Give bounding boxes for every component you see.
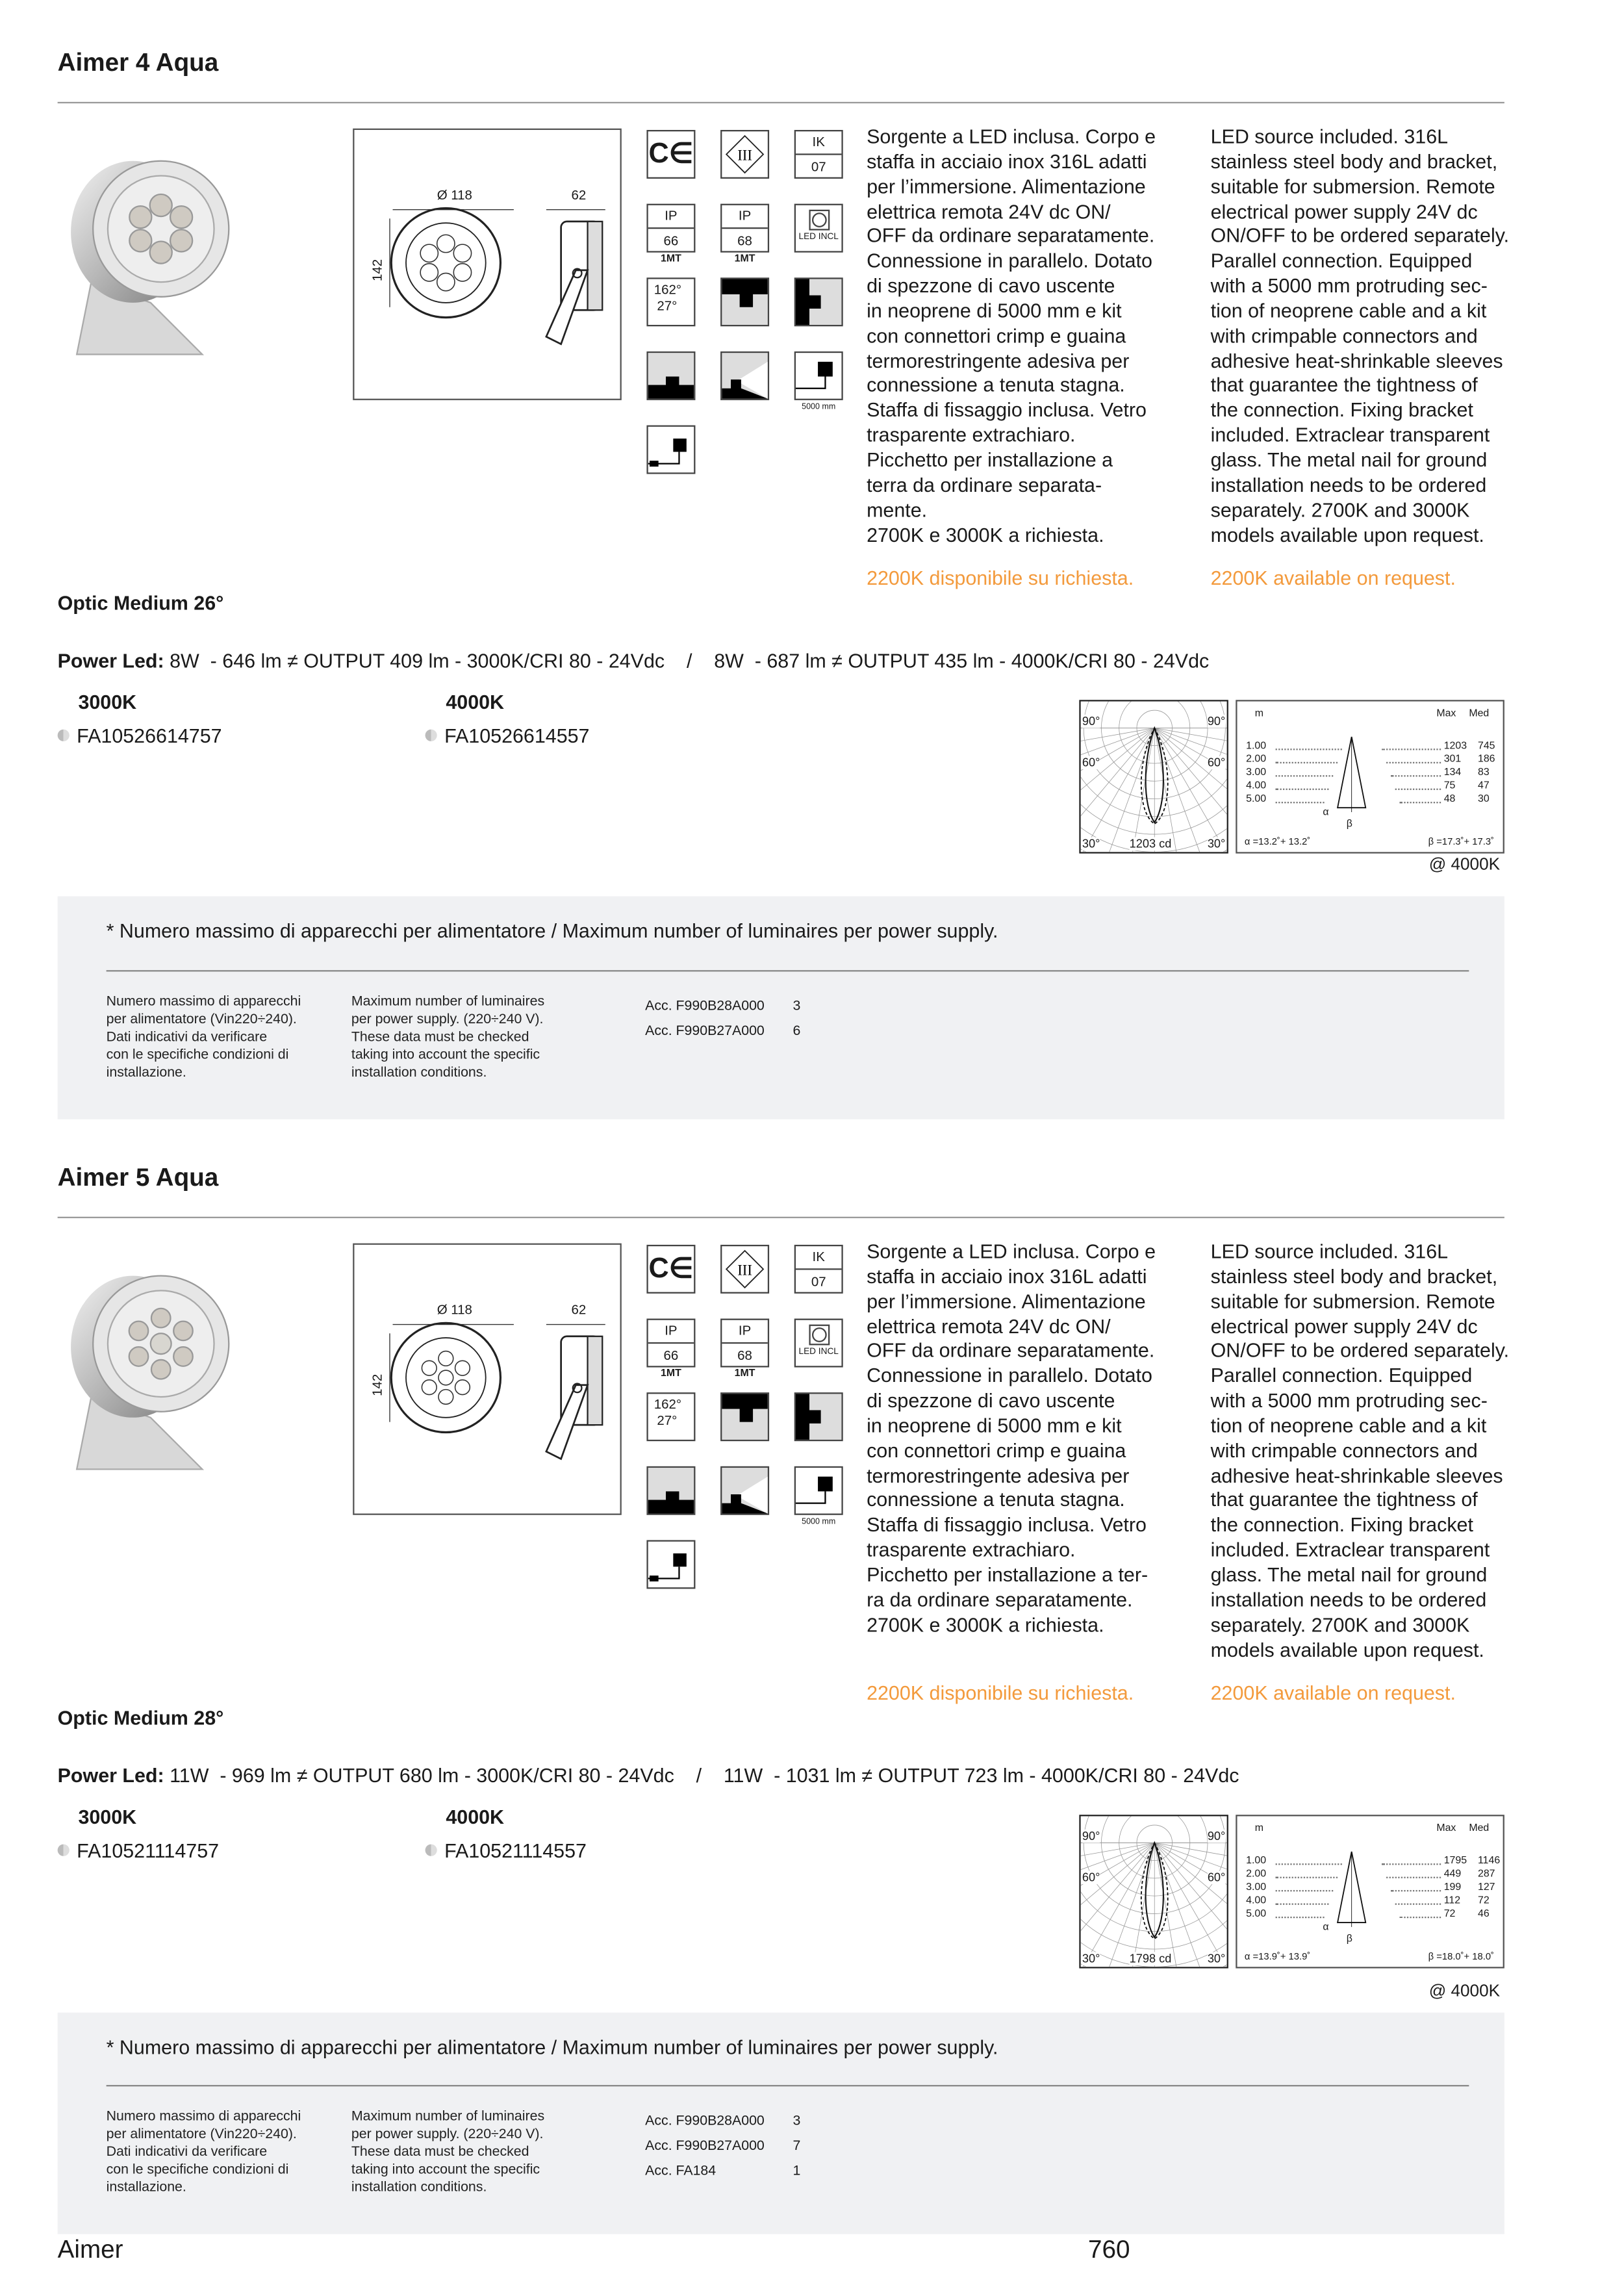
ik-rating-icon [794, 1245, 843, 1294]
angle-label: 60° [1207, 1871, 1226, 1884]
peak-intensity: 1798 cd [1129, 1952, 1172, 1965]
accessory-qty: 6 [793, 1021, 801, 1038]
ik-label: IK [796, 131, 841, 155]
floor-mount-icon [646, 1466, 695, 1515]
beta-symbol: β [1346, 819, 1352, 830]
ip-label: IP [722, 205, 767, 229]
class-iii-icon [720, 130, 769, 179]
ceiling-mount-icon [720, 1392, 769, 1441]
accessory-code: Acc. F990B28A000 [645, 2111, 765, 2128]
page-number: 760 [1087, 2235, 1130, 2264]
accessory-code: Acc. F990B27A000 [645, 1021, 765, 1038]
max-lux: 1795 [1443, 1856, 1467, 1867]
max-lux: 112 [1443, 1896, 1461, 1907]
beta-angle: β =17.3˚+ 17.3˚ [1428, 837, 1494, 848]
max-lux: 301 [1443, 754, 1462, 765]
finish-icon [425, 730, 437, 741]
product-photo [62, 140, 253, 369]
distance: 3.00 [1246, 1882, 1267, 1893]
tilt-angle-icon: 162° 27° [646, 277, 695, 326]
dim-height: 142 [370, 259, 385, 281]
accessory-qty: 1 [793, 2162, 801, 2178]
ik-value: 07 [811, 1274, 826, 1290]
med-lux: 46 [1477, 1909, 1490, 1920]
technical-drawing [353, 129, 622, 400]
ip-depth: 1MT [734, 1368, 755, 1379]
availability-english: 2200K available on request. [1210, 1681, 1456, 1704]
ip68-icon [720, 204, 769, 253]
product-section [0, 1115, 1624, 2230]
dim-diameter: Ø 118 [437, 1302, 472, 1318]
alpha-symbol: α [1323, 1923, 1329, 1933]
distance: 5.00 [1246, 794, 1267, 805]
angle-label: 90° [1207, 714, 1226, 728]
beta-angle: β =18.0˚+ 18.0˚ [1428, 1952, 1494, 1963]
distance: 1.00 [1246, 1856, 1267, 1867]
ik-value: 07 [811, 159, 826, 175]
product-title: Aimer 5 Aqua [57, 1163, 219, 1192]
cable-icon [794, 1466, 843, 1515]
ip-label: IP [648, 1320, 694, 1344]
floor-mount-icon [646, 351, 695, 400]
description-italian: Sorgente a LED inclusa. Corpo e staffa in acciaio inox 316L adatti per l’immersione. Alimentazione elettrica remota 24V dc ON/ OFF da ordinare separatamente. Connessione in parallelo. Dotato di spezzone di cavo uscente in neoprene di 5000 mm e kit con connettori crimp e guaina termorestringente adesiva per connessione a tenuta stagna. Staffa di fissaggio inclusa. Vetro trasparente extrachiaro. Picchetto per installazione a terra da ordinare separata- mente. 2700K e 3000K a richiesta. [867, 125, 1156, 546]
ik-rating-icon [794, 130, 843, 179]
power-led-values: 11W - 969 lm ≠ OUTPUT 680 lm - 3000K/CRI 80 - 24Vdc / 11W - 1031 lm ≠ OUTPUT 723 lm - 4000K/CRI 80 - 24Vdc [164, 1764, 1239, 1787]
power-led-label: Power Led: [57, 649, 164, 672]
angle-label: 30° [1082, 837, 1100, 851]
divider [58, 1217, 1504, 1218]
variant-cct: 3000K [78, 1806, 137, 1828]
ip-value: 66 [663, 1348, 679, 1363]
max-lux: 134 [1443, 767, 1462, 778]
footer-brand: Aimer [57, 2235, 123, 2264]
ip-depth: 1MT [661, 253, 681, 264]
class-iii-icon [720, 1245, 769, 1294]
dim-depth: 62 [571, 187, 587, 203]
ce-mark-icon: C∈ [646, 130, 695, 179]
polar-diagram [1079, 700, 1228, 853]
accessory-code: Acc. F990B27A000 [645, 2136, 765, 2153]
dim-height: 142 [370, 1373, 385, 1396]
med-lux: 1146 [1477, 1856, 1501, 1867]
dim-depth: 62 [571, 1302, 587, 1318]
column-header: Med [1469, 1823, 1490, 1834]
distance: 5.00 [1246, 1909, 1267, 1920]
angle-label: 90° [1207, 1829, 1226, 1843]
product-photo [62, 1255, 253, 1484]
ip-label: IP [722, 1320, 767, 1344]
variant-code[interactable]: FA10526614557 [425, 725, 590, 747]
tilt-angle-icon: 162° 27° [646, 1392, 695, 1441]
ip68-icon [720, 1319, 769, 1368]
column-header: Max [1436, 1823, 1456, 1834]
remote-driver-icon [646, 1540, 695, 1589]
column-header: m [1254, 708, 1264, 719]
max-lux: 199 [1443, 1882, 1462, 1893]
peak-intensity: 1203 cd [1129, 837, 1172, 851]
description-english: LED source included. 316L stainless steel body and bracket, suitable for submersion. Remote electrical power supply 24V dc ON/OFF to be ordered separately. Parallel connection. Equipped with a 5000 mm protruding sec- tion of neoprene cable and a kit with crimpable connectors and adhesive heat-shrinkable sleeves that guarantee the tightness of the connection. Fixing bracket included. Extraclear transparent glass. The metal nail for ground installation needs to be ordered separately. 2700K and 3000K models available upon request. [1210, 1240, 1510, 1661]
angle-label: 30° [1207, 1952, 1226, 1965]
illuminance-table [1236, 700, 1504, 853]
finish-icon [425, 1845, 437, 1856]
med-lux: 186 [1477, 754, 1495, 765]
wall-mount-icon [794, 1392, 843, 1441]
panel-divider [107, 970, 1469, 971]
ip-depth: 1MT [661, 1368, 681, 1379]
distance: 1.00 [1246, 741, 1267, 752]
panel-text-english: Maximum number of luminaires per power supply. (220÷240 V). These data must be checked taking into account the specific installation conditions. [351, 992, 545, 1080]
product-title: Aimer 4 Aqua [57, 48, 219, 77]
angle-label: 60° [1082, 756, 1100, 770]
ip66-icon [646, 204, 695, 253]
availability-italian: 2200K disponibile su richiesta. [867, 567, 1134, 589]
angle-label: 60° [1207, 756, 1226, 770]
panel-note: * Numero massimo di apparecchi per alimentatore / Maximum number of luminaires per power supply. [106, 2036, 998, 2059]
angle-label: 30° [1207, 837, 1226, 851]
ceiling-mount-icon [720, 277, 769, 326]
polar-grid [1081, 1816, 1228, 1968]
med-lux: 287 [1477, 1869, 1495, 1880]
med-lux: 72 [1477, 1896, 1490, 1907]
ip-value: 68 [737, 1348, 752, 1363]
ground-spike-icon [720, 351, 769, 400]
alpha-angle: α =13.2˚+ 13.2˚ [1244, 837, 1311, 848]
distance: 4.00 [1246, 1896, 1267, 1907]
description-english: LED source included. 316L stainless steel body and bracket, suitable for submersion. Remote electrical power supply 24V dc ON/OFF to be ordered separately. Parallel connection. Equipped with a 5000 mm protruding sec- tion of neoprene cable and a kit with crimpable connectors and adhesive heat-shrinkable sleeves that guarantee the tightness of the connection. Fixing bracket included. Extraclear transparent glass. The metal nail for ground installation needs to be ordered separately. 2700K and 3000K models available upon request. [1210, 125, 1510, 546]
dim-diameter: Ø 118 [437, 187, 472, 203]
led-included-icon: LED INCL [794, 1319, 843, 1368]
availability-italian: 2200K disponibile su richiesta. [867, 1681, 1134, 1704]
panel-divider [107, 2085, 1469, 2086]
distance: 3.00 [1246, 767, 1267, 778]
illuminance-table [1236, 1815, 1504, 1968]
wall-mount-icon [794, 277, 843, 326]
cable-length: 5000 mm [802, 1518, 836, 1527]
variant-cct: 3000K [78, 691, 137, 713]
med-lux: 127 [1477, 1882, 1495, 1893]
accessory-code: Acc. FA184 [645, 2162, 717, 2178]
med-lux: 83 [1477, 767, 1490, 778]
variant-code[interactable]: FA10526614757 [58, 725, 222, 747]
max-lux: 72 [1443, 1909, 1456, 1920]
ip-depth: 1MT [734, 253, 755, 264]
power-led-label: Power Led: [57, 1764, 164, 1787]
angle-label: 90° [1082, 1829, 1100, 1843]
alpha-symbol: α [1323, 808, 1329, 819]
med-lux: 30 [1477, 794, 1490, 805]
panel-note: * Numero massimo di apparecchi per alimentatore / Maximum number of luminaires per power supply. [106, 919, 998, 942]
remote-driver-icon [646, 426, 695, 474]
angle-label: 30° [1082, 1952, 1100, 1965]
power-led-values: 8W - 646 lm ≠ OUTPUT 409 lm - 3000K/CRI 80 - 24Vdc / 8W - 687 lm ≠ OUTPUT 435 lm - 4000K/CRI 80 - 24Vdc [164, 649, 1210, 672]
column-header: Max [1436, 708, 1456, 719]
accessory-qty: 3 [793, 997, 801, 1014]
polar-grid [1081, 702, 1228, 854]
panel-text-italian: Numero massimo di apparecchi per alimentatore (Vin220÷240). Dati indicativi da verificare con le specifiche condizioni di installazione. [106, 992, 301, 1080]
accessory-code: Acc. F990B28A000 [645, 997, 765, 1014]
ip-value: 66 [663, 233, 679, 248]
med-lux: 745 [1477, 741, 1495, 752]
max-lux: 1203 [1443, 741, 1467, 752]
beam-cone [1326, 734, 1378, 823]
beta-symbol: β [1346, 1934, 1352, 1945]
variant-cct: 4000K [446, 1806, 505, 1828]
distance: 2.00 [1246, 1869, 1267, 1880]
accessory-qty: 7 [793, 2136, 801, 2153]
availability-english: 2200K available on request. [1210, 567, 1456, 589]
power-led-spec [58, 650, 1210, 672]
svg-text:III: III [737, 1262, 752, 1279]
technical-drawing [353, 1244, 622, 1515]
distance: 2.00 [1246, 754, 1267, 765]
max-lux: 75 [1443, 781, 1456, 792]
product-section [0, 0, 1624, 1115]
panel-text-italian: Numero massimo di apparecchi per alimentatore (Vin220÷240). Dati indicativi da verificare con le specifiche condizioni di installazione. [106, 2107, 301, 2195]
ip66-icon [646, 1319, 695, 1368]
measured-at-cct: @ 4000K [1428, 856, 1501, 875]
optic-label: Optic Medium 26° [57, 592, 224, 615]
max-lux: 449 [1443, 1869, 1462, 1880]
description-italian: Sorgente a LED inclusa. Corpo e staffa in acciaio inox 316L adatti per l’immersione. Alimentazione elettrica remota 24V dc ON/ OFF da ordinare separatamente. Connessione in parallelo. Dotato di spezzone di cavo uscente in neoprene di 5000 mm e kit con connettori crimp e guaina termorestringente adesiva per connessione a tenuta stagna. Staffa di fissaggio inclusa. Vetro trasparente extrachiaro. Picchetto per installazione a ter- ra da ordinare separatamente. 2700K e 3000K a richiesta. [867, 1240, 1156, 1636]
accessory-qty: 3 [793, 2111, 801, 2128]
led-included-icon: LED INCL [794, 204, 843, 253]
distance: 4.00 [1246, 781, 1267, 792]
ip-value: 68 [737, 233, 752, 248]
cable-icon [794, 351, 843, 400]
ce-mark-icon: C∈ [646, 1245, 695, 1294]
max-lux: 48 [1443, 794, 1456, 805]
variant-code[interactable]: FA10521114757 [58, 1840, 219, 1862]
cable-length: 5000 mm [802, 403, 836, 413]
med-lux: 47 [1477, 781, 1490, 792]
svg-text:III: III [737, 147, 752, 164]
alpha-angle: α =13.9˚+ 13.9˚ [1244, 1952, 1311, 1963]
finish-icon [58, 1845, 70, 1856]
ip-label: IP [648, 205, 694, 229]
finish-icon [58, 730, 70, 741]
variant-cct: 4000K [446, 691, 505, 713]
variant-code[interactable]: FA10521114557 [425, 1840, 587, 1862]
angle-label: 90° [1082, 714, 1100, 728]
polar-diagram [1079, 1815, 1228, 1968]
column-header: m [1254, 1823, 1264, 1834]
divider [58, 102, 1504, 103]
panel-text-english: Maximum number of luminaires per power supply. (220÷240 V). These data must be checked taking into account the specific installation conditions. [351, 2107, 545, 2195]
ground-spike-icon [720, 1466, 769, 1515]
measured-at-cct: @ 4000K [1428, 1983, 1501, 2001]
ik-label: IK [796, 1246, 841, 1270]
angle-label: 60° [1082, 1871, 1100, 1884]
power-led-spec [58, 1765, 1239, 1787]
column-header: Med [1469, 708, 1490, 719]
optic-label: Optic Medium 28° [57, 1707, 224, 1730]
beam-cone [1326, 1848, 1378, 1937]
